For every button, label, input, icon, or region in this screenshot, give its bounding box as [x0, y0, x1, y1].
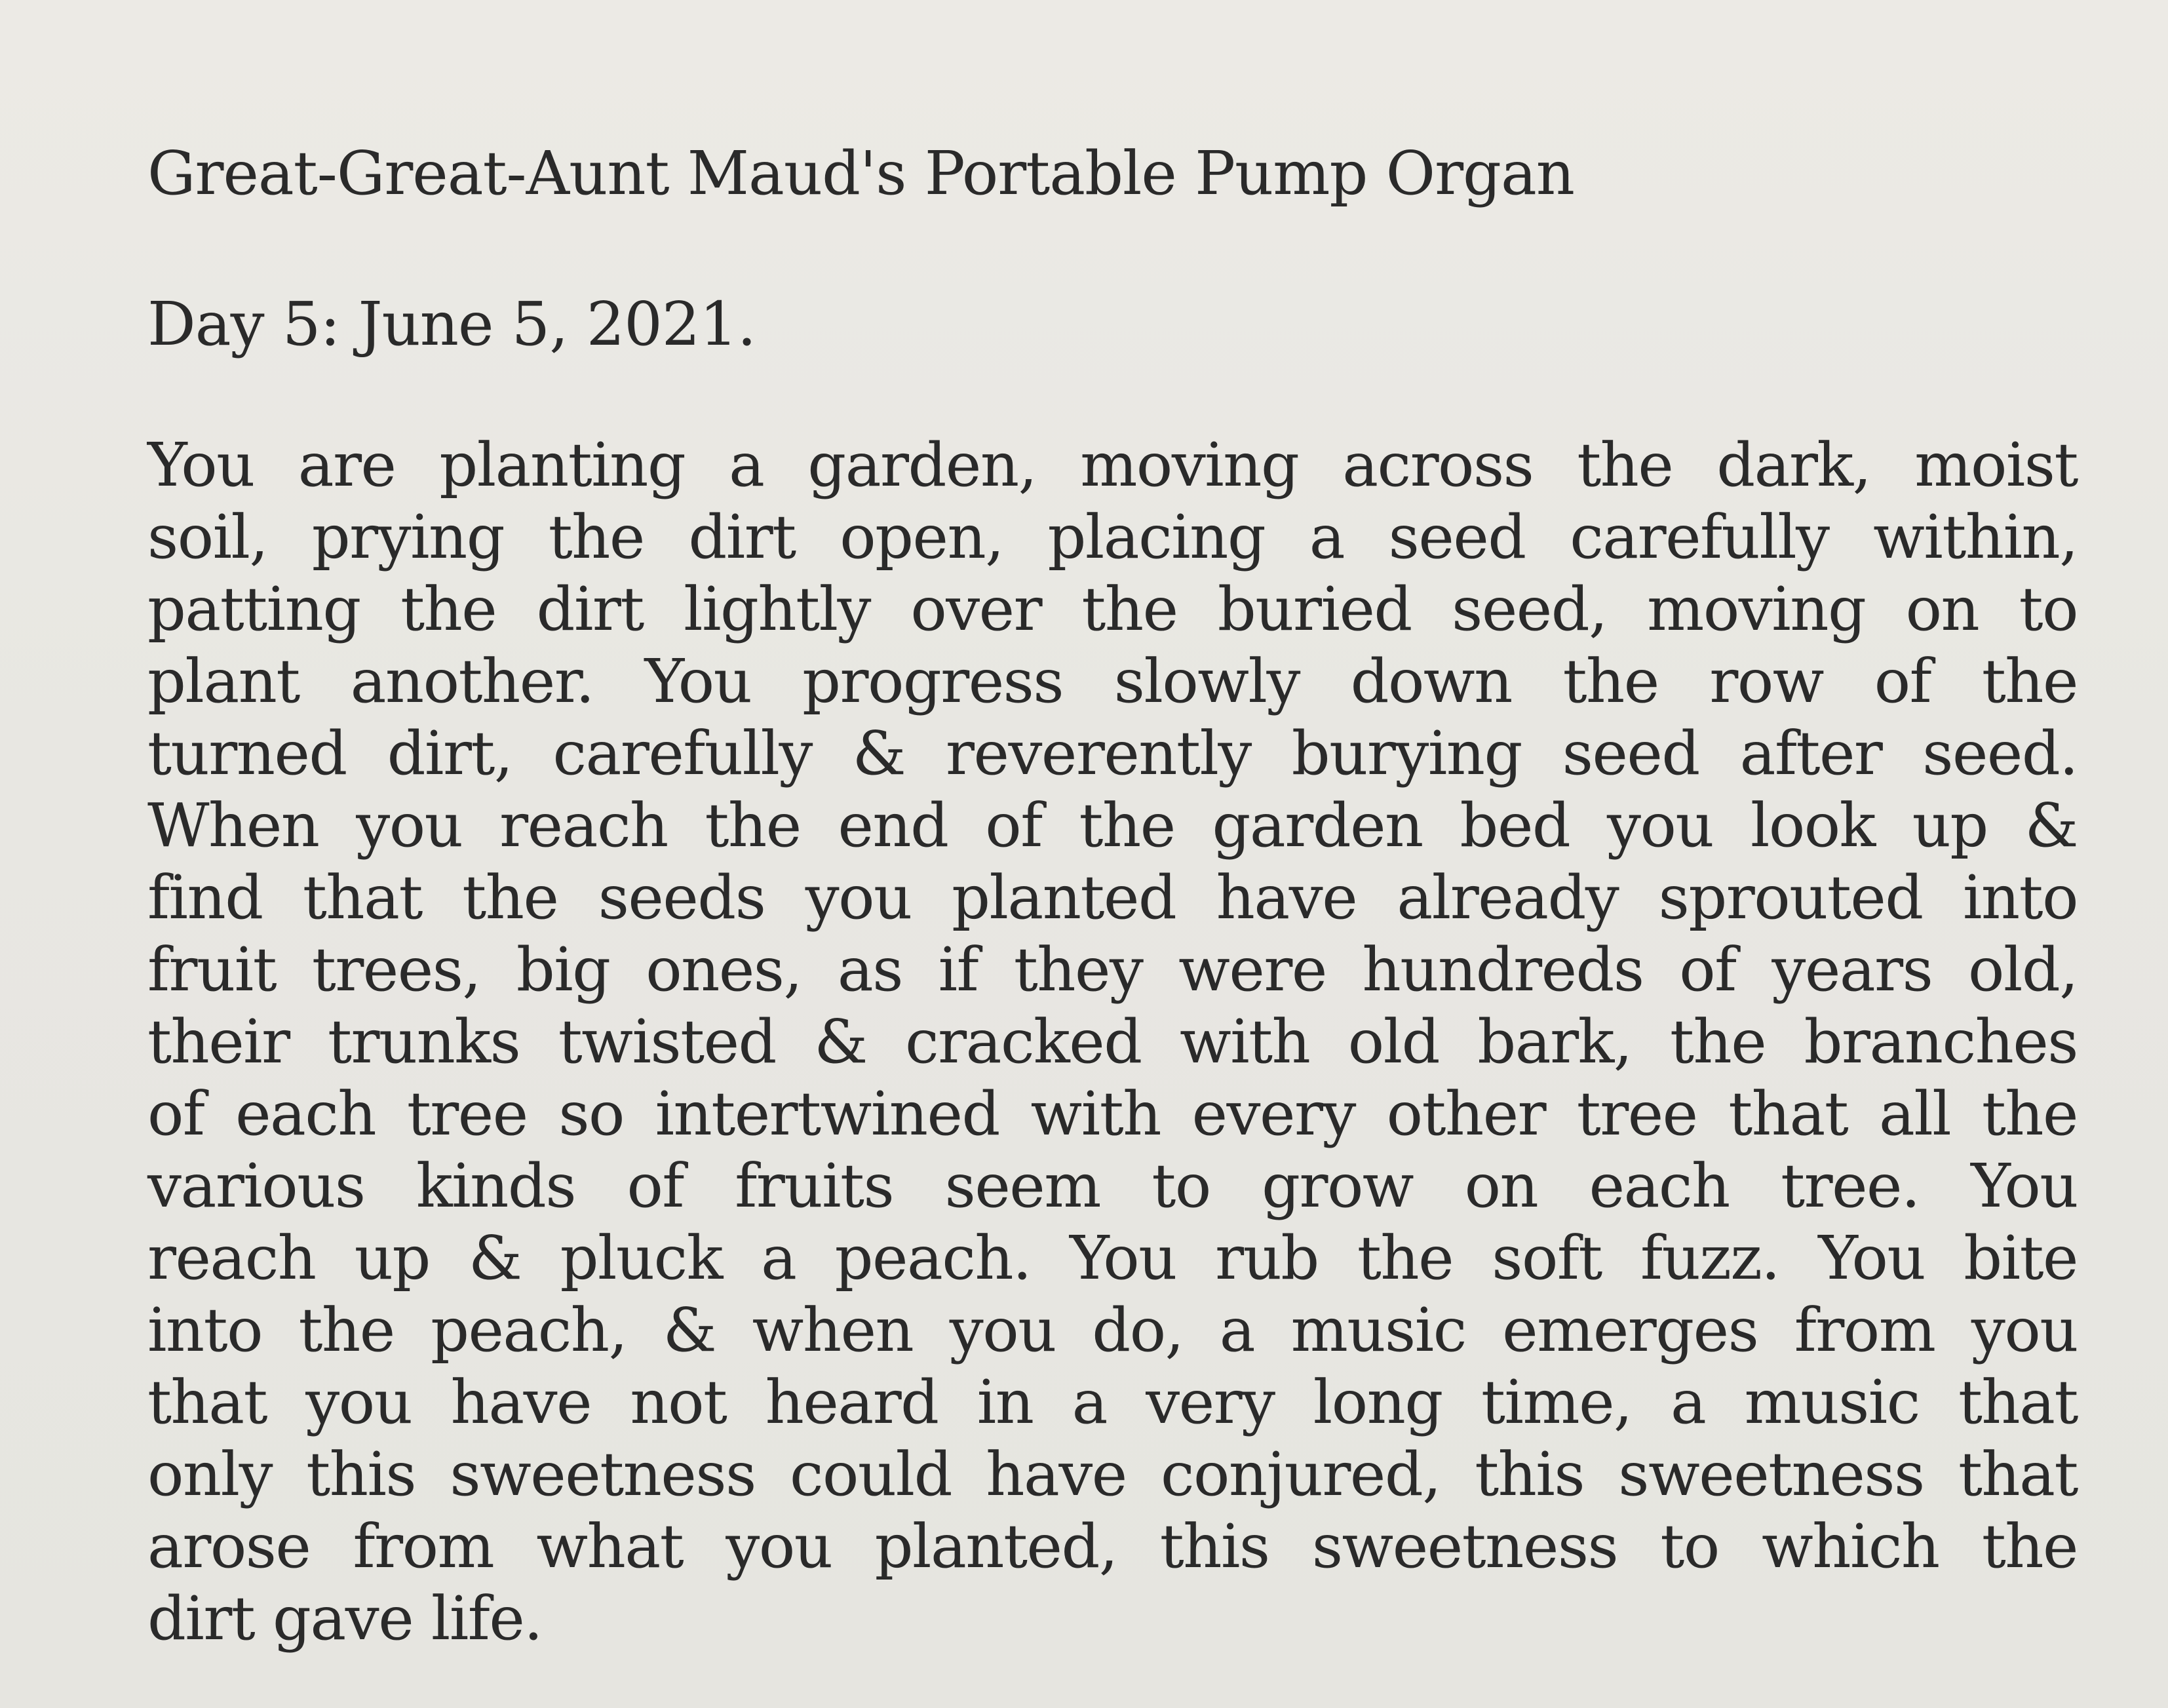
paragraph-line: arose from what you planted, this sweetness to which the	[147, 1511, 2078, 1582]
paragraph-line: of each tree so intertwined with every other tree that all the	[147, 1079, 2078, 1149]
paragraph-line-last: dirt gave life.	[147, 1583, 543, 1654]
paragraph-line: find that the seeds you planted have already sprouted into	[147, 863, 2078, 933]
paragraph-line: various kinds of fruits seem to grow on each tree. You	[147, 1151, 2078, 1221]
paragraph-line: fruit trees, big ones, as if they were hundreds of years old,	[147, 935, 2078, 1005]
paragraph-line: patting the dirt lightly over the buried seed, moving on to	[147, 574, 2078, 644]
paragraph-line: You are planting a garden, moving across the dark, moist	[147, 430, 2078, 500]
paragraph-line: reach up & pluck a peach. You rub the soft fuzz. You bite	[147, 1223, 2078, 1293]
body-paragraph	[147, 429, 2078, 1655]
paragraph-line: plant another. You progress slowly down the row of the	[147, 646, 2078, 716]
paragraph-line: into the peach, & when you do, a music emerges from you	[147, 1295, 2078, 1365]
paragraph-line: that you have not heard in a very long time, a music that	[147, 1367, 2078, 1437]
paragraph-line: turned dirt, carefully & reverently burying seed after seed.	[147, 718, 2078, 788]
paragraph-line: soil, prying the dirt open, placing a seed carefully within,	[147, 502, 2078, 572]
paragraph-line: When you reach the end of the garden bed you look up &	[147, 790, 2078, 861]
paragraph-line: only this sweetness could have conjured, this sweetness that	[147, 1439, 2078, 1509]
document-title: Great-Great-Aunt Maud's Portable Pump Organ	[147, 138, 1575, 208]
paragraph-line: their trunks twisted & cracked with old bark, the branches	[147, 1007, 2078, 1077]
date-line: Day 5: June 5, 2021.	[147, 289, 756, 359]
